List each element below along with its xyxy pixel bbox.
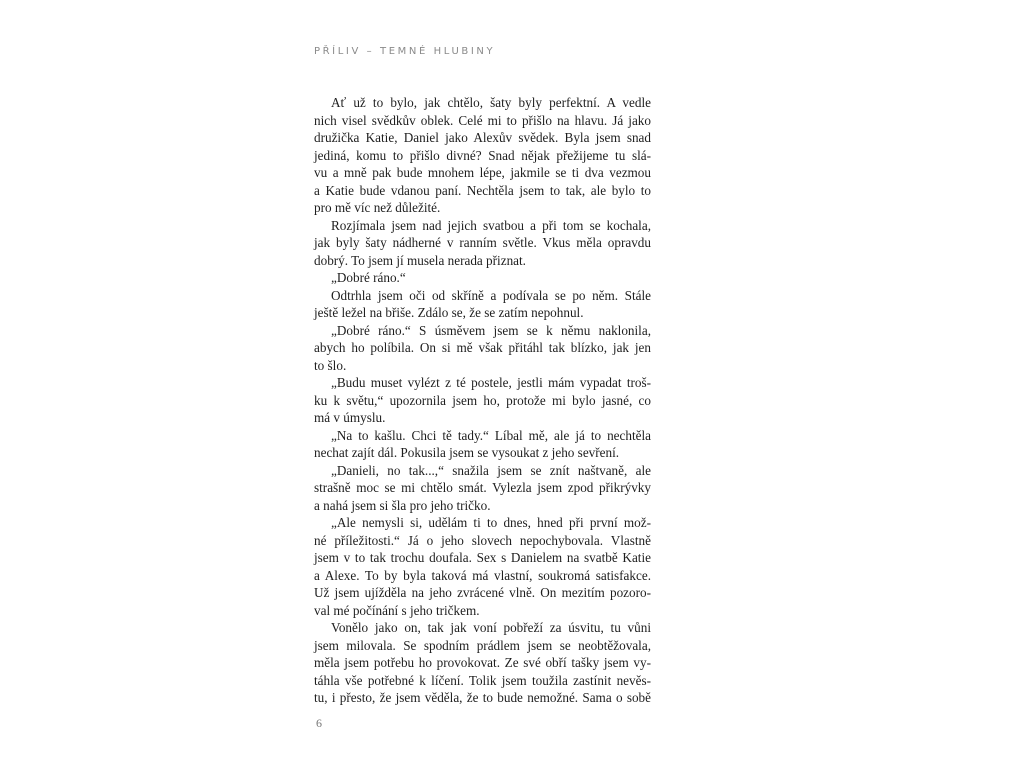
text-line: jsem milovala. Se spodním prádlem jsem se neobtěžovala, bbox=[314, 637, 651, 653]
text-line: „Dobré ráno.“ S úsměvem jsem se k němu naklonila, bbox=[331, 322, 651, 338]
text-line: pro mě víc než důležité. bbox=[314, 200, 441, 215]
paragraph bbox=[314, 462, 651, 515]
text-line: a Katie bude vdanou paní. Nechtěla jsem to tak, ale bylo to bbox=[314, 182, 651, 198]
text-line: abych ho políbila. On si mě však přitáhl tak blízko, jak jen bbox=[314, 340, 651, 355]
paragraph bbox=[314, 619, 651, 707]
text-line: „Budu muset vylézt z té postele, jestli mám vypadat troš- bbox=[331, 375, 651, 390]
text-line: „Na to kašlu. Chci tě tady.“ Líbal mě, ale já to nechtěla bbox=[331, 427, 651, 443]
text-line: Vonělo jako on, tak jak voní pobřeží za úsvitu, tu vůni bbox=[331, 620, 651, 635]
running-header: PŘÍLIV – TEMNÉ HLUBINY bbox=[314, 46, 496, 57]
text-line: jediná, komu to přišlo divné? Snad nějak přežijeme tu slá- bbox=[314, 147, 651, 163]
text-line: Rozjímala jsem nad jejich svatbou a při tom se kochala, bbox=[331, 217, 651, 233]
text-line: jak byly šaty nádherné v ranním světle. Vkus měla opravdu bbox=[314, 235, 651, 250]
paragraph bbox=[314, 514, 651, 619]
text-line: „Danieli, no tak...,“ snažila jsem se znít naštvaně, ale bbox=[331, 462, 651, 478]
text-line: Ať už to bylo, jak chtělo, šaty byly perfektní. A vedle bbox=[331, 95, 651, 110]
text-line: Odtrhla jsem oči od skříně a podívala se po něm. Stále bbox=[331, 287, 651, 303]
text-line: táhla vše potřebné k líčení. Tolik jsem toužila zastínit nevěs- bbox=[314, 672, 651, 688]
text-line: dobrý. To jsem jí musela nerada přiznat. bbox=[314, 252, 526, 268]
paragraph bbox=[314, 374, 651, 427]
text-line: jsem v to tak trochu doufala. Sex s Danielem na svatbě Katie bbox=[314, 550, 651, 565]
text-line: „Dobré ráno.“ bbox=[331, 270, 406, 285]
text-line: tu, i přesto, že jsem věděla, že to bude nemožné. Sama o sobě bbox=[314, 690, 651, 705]
body-text bbox=[314, 94, 651, 707]
text-line: vu a mně pak bude mnohem lépe, jakmile se ti dva vezmou bbox=[314, 165, 651, 180]
text-line: strašně moc se mi chtělo smát. Vylezla jsem zpod přikrývky bbox=[314, 480, 651, 495]
paragraph bbox=[314, 322, 651, 375]
text-line: né příležitosti.“ Já o jeho slovech nepochybovala. Vlastně bbox=[314, 532, 651, 548]
text-line: ještě ležel na břiše. Zdálo se, že se zatím nepohnul. bbox=[314, 305, 584, 320]
paragraph bbox=[314, 94, 651, 217]
text-line: má v úmyslu. bbox=[314, 410, 386, 425]
paragraph bbox=[314, 427, 651, 462]
page-number: 6 bbox=[316, 716, 322, 730]
paragraph bbox=[314, 287, 651, 322]
text-line: nich visel svědkův oblek. Celé mi to přišlo na hlavu. Já jako bbox=[314, 112, 651, 128]
text-line: „Ale nemysli si, udělám ti to dnes, hned při první mož- bbox=[331, 515, 651, 530]
text-line: družička Katie, Daniel jako Alexův svědek. Byla jsem snad bbox=[314, 130, 651, 145]
text-line: měla jsem potřebu ho provokovat. Ze své obří tašky jsem vy- bbox=[314, 655, 651, 670]
text-line: val mé počínání s jeho tričkem. bbox=[314, 602, 480, 618]
text-line: ku k světu,“ upozornila jsem ho, protože mi bylo jasné, co bbox=[314, 392, 651, 408]
text-line: a nahá jsem si šla pro jeho tričko. bbox=[314, 497, 491, 513]
text-line: Už jsem ujížděla na jeho zvrácené vlně. On mezitím pozoro- bbox=[314, 585, 651, 600]
paragraph bbox=[314, 217, 651, 270]
paragraph bbox=[314, 269, 651, 287]
text-line: nechat zajít dál. Pokusila jsem se vysoukat z jeho sevření. bbox=[314, 445, 620, 460]
text-line: to šlo. bbox=[314, 357, 347, 373]
text-line: a Alexe. To by byla taková má vlastní, soukromá satisfakce. bbox=[314, 567, 651, 583]
